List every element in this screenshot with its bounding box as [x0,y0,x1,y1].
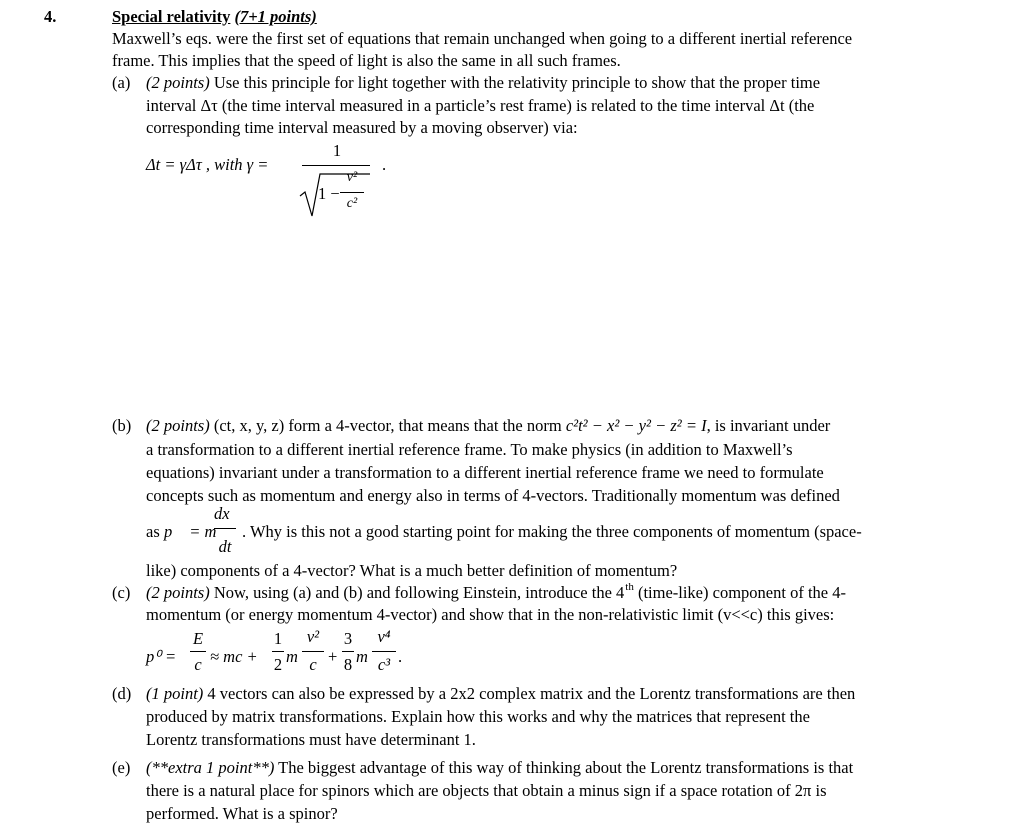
energy-p0: p⁰ = [146,647,177,666]
gamma-v2: v² [346,170,358,185]
energy-c: c [194,655,202,674]
energy-three: 3 [343,629,353,648]
part-b-line-2: a transformation to a different inertial reference frame. To make physics (in addition to Maxwell’s [146,440,793,459]
energy-half-num: 1 [273,629,283,648]
energy-half-bar [272,651,284,652]
energy-E-bar [190,651,206,652]
gamma-den-one: 1 − [318,184,340,203]
part-b-line-3: equations) invariant under a transformation to a different inertial reference frame we need to formulate [146,463,824,482]
part-c-th: th [625,581,634,593]
part-c-points: (2 points) [146,583,210,602]
part-e-label: (e) [112,758,131,777]
part-c-line-2: momentum (or energy momentum 4-vector) and show that in the non-relativistic limit (v<<c) this gives: [146,605,835,624]
problem-title-line [112,6,317,28]
energy-E: E [192,629,204,648]
part-e-line-1 [146,757,853,779]
problem-points: (7+1 points) [234,7,317,26]
energy-half-den: 2 [273,655,283,674]
momentum-fraction-bar [214,528,236,529]
part-e-line-3: performed. What is a spinor? [146,804,338,823]
momentum-dx: dx⃗ [214,504,243,523]
part-c-label: (c) [112,583,131,602]
momentum-equation: p⃗ = m [164,522,217,541]
problem-title: Special relativity [112,7,231,26]
energy-v4: v⁴ [377,627,391,646]
energy-v2-bar [302,651,324,652]
problem-number: 4. [44,7,57,26]
energy-m2: m [356,647,368,666]
gamma-numerator: 1 [332,141,342,160]
gamma-c2: c² [346,196,358,211]
part-c-text-1-end: (time-like) component of the 4- [633,583,846,602]
part-b-line-1 [146,415,830,437]
part-d-line-2: produced by matrix transformations. Explain how this works and why the matrices that represent the [146,707,810,726]
energy-m1: m [286,647,298,666]
part-c-text-1: Now, using (a) and (b) and following Einstein, introduce the 4 [213,583,625,602]
part-d-line-1 [146,683,855,705]
intro-line-1: Maxwell’s eqs. were the first set of equations that remain unchanged when going to a different inertial reference [112,29,853,48]
part-b-as: as [146,522,160,541]
part-b-last-line: like) components of a 4-vector? What is a much better definition of momentum? [146,561,678,580]
energy-three-eighths-bar [342,651,354,652]
gamma-fraction-bar [302,165,370,166]
energy-c-den: c [309,655,317,674]
gamma-equation-lhs: Δt = γΔτ , with γ = [146,155,269,174]
energy-v2: v² [306,627,320,646]
part-d-label: (d) [112,684,132,703]
momentum-dt: dt [218,537,232,556]
energy-approx: ≈ mc + [210,647,258,666]
energy-eight: 8 [343,655,353,674]
part-a-line-3: corresponding time interval measured by a moving observer) via: [146,118,578,137]
part-d-line-3: Lorentz transformations must have determinant 1. [146,730,476,749]
energy-v4-bar [372,651,396,652]
part-c-line-1 [146,582,846,606]
part-a-text-1: Use this principle for light together with the relativity principle to show that the proper time [213,73,821,92]
part-b-after-eq: . Why is this not a good starting point for making the three components of momentum (space- [242,522,862,541]
part-b-points: (2 points) [146,416,210,435]
part-a-label: (a) [112,73,131,92]
intro-line-2: frame. This implies that the speed of light is also the same in all such frames. [112,51,621,70]
energy-plus: + [328,647,338,666]
part-a-points: (2 points) [146,73,210,92]
energy-end: . [398,647,403,666]
part-e-line-2: there is a natural place for spinors which are objects that obtain a minus sign if a space rotation of 2π is [146,781,827,800]
gamma-end: . [382,155,387,174]
part-b-line-4: concepts such as momentum and energy also in terms of 4-vectors. Traditionally momentum was defined [146,486,840,505]
v2-c2-bar [340,192,364,193]
part-b-label: (b) [112,416,132,435]
energy-c3: c³ [377,655,391,674]
part-e-points: (**extra 1 point**) [146,758,275,777]
part-b-text-1b: , is invariant under [706,416,831,435]
part-d-points: (1 point) [146,684,204,703]
part-a-line-2: interval Δτ (the time interval measured in a particle’s rest frame) is related to the time interval Δt (the [146,96,815,115]
part-a-line-1 [146,72,820,94]
norm-equation: c²t² − x² − y² − z² = I [565,416,707,435]
part-e-text-1: The biggest advantage of this way of thinking about the Lorentz transformations is that [278,758,854,777]
part-d-text-1: 4 vectors can also be expressed by a 2x2 complex matrix and the Lorentz transformations are then [207,684,856,703]
part-b-text-1a: (ct, x, y, z) form a 4-vector, that means that the norm [213,416,562,435]
